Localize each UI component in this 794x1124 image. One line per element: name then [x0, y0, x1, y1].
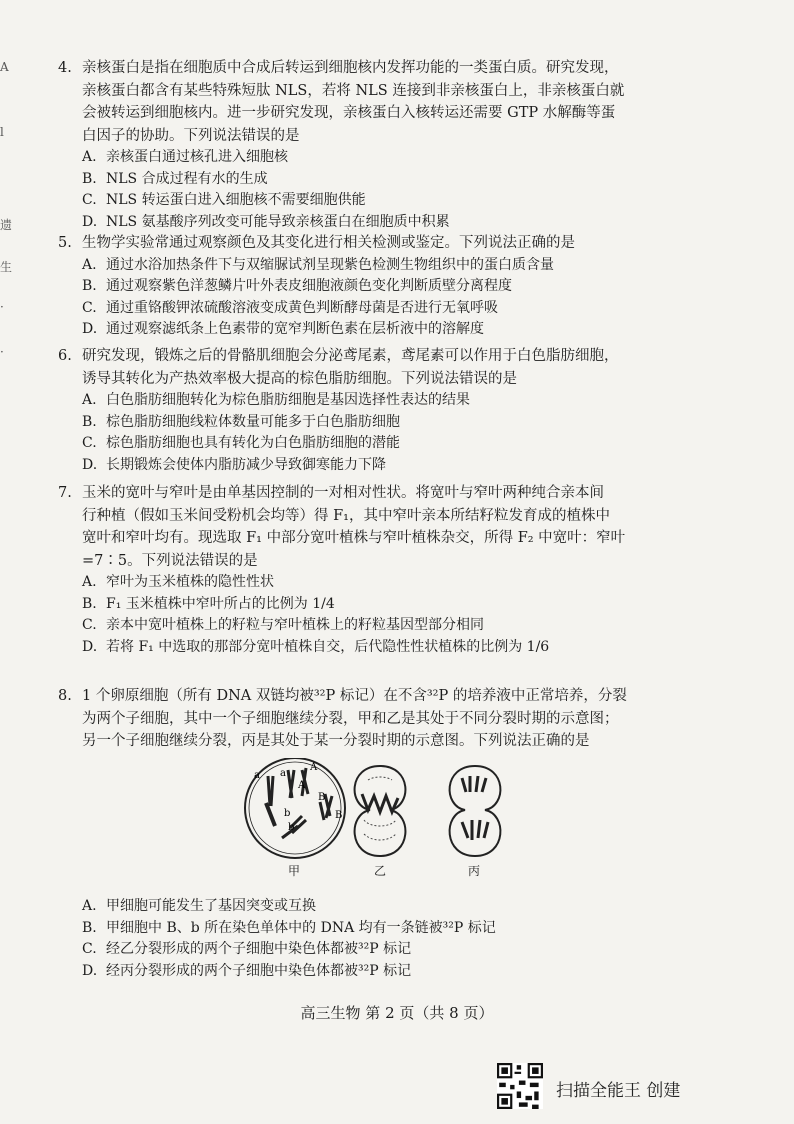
figure-label-jia: 甲	[288, 864, 301, 878]
option-d: D. 长期锻炼会使体内脂肪减少导致御寒能力下降	[82, 456, 386, 473]
option-d: D. 经丙分裂形成的两个子细胞中染色体都被³²P 标记	[82, 962, 412, 979]
option-a: A. 亲核蛋白通过核孔进入细胞核	[82, 149, 288, 165]
options	[58, 147, 698, 233]
gene-label: B	[318, 792, 326, 803]
cell-division-figure	[240, 758, 530, 878]
question-number: 8.	[58, 688, 72, 704]
question-7	[58, 482, 698, 658]
question-number: 4.	[58, 60, 72, 76]
gene-label: a	[280, 768, 286, 779]
gene-label: b	[288, 822, 295, 833]
qr-code-icon	[497, 1063, 543, 1109]
margin-mark: ·	[0, 300, 4, 314]
question-stem-line: 亲核蛋白都含有某些特殊短肽 NLS，若将 NLS 连接到非亲核蛋白上，非亲核蛋白就	[82, 82, 625, 99]
option-b: B. F₁ 玉米植株中窄叶所占的比例为 1/4	[82, 595, 335, 612]
question-stem-line: 为两个子细胞，其中一个子细胞继续分裂，甲和乙是其处于不同分裂时期的示意图；	[82, 710, 619, 727]
option-d: D. 若将 F₁ 中选取的那部分宽叶植株自交，后代隐性性状植株的比例为 1/6	[82, 638, 550, 655]
question-stem-line: 6. 研究发现，锻炼之后的骨骼肌细胞会分泌鸢尾素，鸢尾素可以作用于白色脂肪细胞，	[58, 345, 698, 368]
option-b: B. NLS 合成过程有水的生成	[82, 170, 268, 187]
question-number: 5.	[58, 235, 72, 251]
question-6	[58, 345, 698, 476]
figure-label-bing: 丙	[468, 864, 481, 878]
option-b: B. 棕色脂肪细胞线粒体数量可能多于白色脂肪细胞	[82, 413, 400, 430]
question-stem-line: 8. 1 个卵原细胞（所有 DNA 双链均被³²P 标记）在不含³²P 的培养液中正常培养，分裂	[58, 685, 698, 708]
options	[58, 255, 698, 341]
option-c: C. 通过重铬酸钾浓硫酸溶液变成黄色判断酵母菌是否进行无氧呼吸	[82, 299, 498, 316]
options	[58, 572, 698, 658]
option-a: A. 窄叶为玉米植株的隐性性状	[82, 574, 274, 590]
question-stem-line: =7∶5。下列说法错误的是	[82, 552, 258, 569]
option-d: D. 通过观察滤纸条上色素带的宽窄判断色素在层析液中的溶解度	[82, 321, 484, 337]
figure-label-yi: 乙	[374, 864, 387, 878]
gene-label: a	[254, 770, 260, 781]
option-b: B. 通过观察紫色洋葱鳞片叶外表皮细胞液颜色变化判断质壁分离程度	[82, 278, 512, 294]
option-c: C. 棕色脂肪细胞也具有转化为白色脂肪细胞的潜能	[82, 435, 400, 451]
option-b: B. 甲细胞中 B、b 所在染色单体中的 DNA 均有一条链被³²P 标记	[82, 919, 496, 936]
option-c: C. NLS 转运蛋白进入细胞核不需要细胞供能	[82, 192, 366, 208]
question-stem-line: 行种植（假如玉米间受粉机会均等）得 F₁，其中窄叶亲本所结籽粒发育成的植株中	[82, 507, 610, 524]
question-stem-line: 诱导其转化为产热效率极大提高的棕色脂肪细胞。下列说法错误的是	[82, 370, 517, 387]
option-c: C. 经乙分裂形成的两个子细胞中染色体都被³²P 标记	[82, 941, 412, 957]
question-stem-line: 5. 生物学实验常通过观察颜色及其变化进行相关检测或鉴定。下列说法正确的是	[58, 232, 698, 255]
margin-mark: 遗	[0, 218, 13, 232]
option-c: C. 亲本中宽叶植株上的籽粒与窄叶植株上的籽粒基因型部分相同	[82, 617, 484, 633]
question-8-options	[58, 896, 698, 982]
question-stem-line: 另一个子细胞继续分裂，丙是其处于某一分裂时期的示意图。下列说法正确的是	[82, 733, 590, 749]
question-stem-line: 4. 亲核蛋白是指在细胞质中合成后转运到细胞核内发挥功能的一类蛋白质。研究发现，	[58, 57, 698, 80]
margin-mark: A	[0, 60, 9, 74]
question-stem-line: 7. 玉米的宽叶与窄叶是由单基因控制的一对相对性状。将宽叶与窄叶两种纯合亲本间	[58, 482, 698, 505]
question-number: 6.	[58, 348, 72, 364]
option-a: A. 通过水浴加热条件下与双缩脲试剂呈现紫色检测生物组织中的蛋白质含量	[82, 256, 554, 273]
scanner-watermark: 扫描全能王 创建	[556, 1081, 681, 1101]
cell-yi	[355, 766, 406, 856]
options	[58, 896, 698, 982]
gene-label: A	[310, 762, 318, 773]
option-d: D. NLS 氨基酸序列改变可能导致亲核蛋白在细胞质中积累	[82, 213, 450, 230]
margin-mark: ·	[0, 345, 4, 359]
question-stem-line: 会被转运到细胞核内。进一步研究发现，亲核蛋白入核转运还需要 GTP 水解酶等蛋	[82, 105, 616, 121]
page-footer: 高三生物 第 2 页（共 8 页）	[300, 1004, 494, 1022]
gene-label: B	[335, 810, 343, 821]
cell-jia	[245, 758, 345, 858]
question-4	[58, 57, 698, 233]
question-stem-line: 白因子的协助。下列说法错误的是	[82, 127, 300, 144]
gene-label: A	[298, 780, 306, 791]
cell-bing	[450, 766, 501, 856]
question-8	[58, 685, 698, 753]
margin-mark: 生	[0, 260, 13, 274]
question-number: 7.	[58, 485, 72, 501]
gene-label: b	[284, 808, 291, 819]
option-a: A. 甲细胞可能发生了基因突变或互换	[82, 898, 316, 914]
cell-division-diagram	[240, 758, 530, 878]
options	[58, 390, 698, 476]
question-5	[58, 232, 698, 341]
question-stem-line: 宽叶和窄叶均有。现选取 F₁ 中部分宽叶植株与窄叶植株杂交，所得 F₂ 中宽叶：窄叶	[82, 530, 626, 546]
margin-mark: l	[0, 125, 4, 139]
option-a: A. 白色脂肪细胞转化为棕色脂肪细胞是基因选择性表达的结果	[82, 392, 470, 408]
